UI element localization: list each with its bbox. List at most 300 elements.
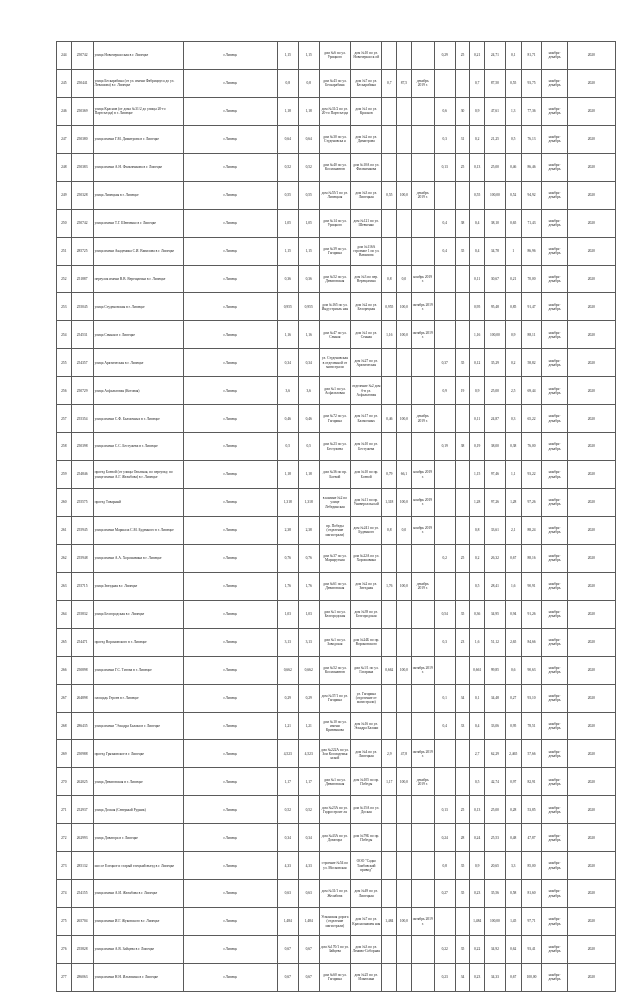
length-actual-cell: 1,17 [298,768,319,796]
condition-percent-cell: 93,10 [521,684,542,712]
work-period-cell: ноябрь-декабрь [542,405,567,433]
repair-date-cell: декабрь 2019 г. [411,181,434,209]
table-row [57,824,616,852]
repair-date-cell [411,852,434,880]
repair-date-cell: декабрь 2019 г. [411,405,434,433]
work-period-cell: ноябрь-декабрь [542,740,567,768]
row-number-cell: 272 [57,824,72,852]
repair-date-cell [411,125,434,153]
road-code-cell: 250383 [71,153,93,181]
done-percent-cell: 25,53 [484,824,505,852]
street-name-cell: улица Девятовская в г. Липецке [93,768,183,796]
done-length-cell: 0,11 [470,265,485,293]
road-register-table [56,41,616,992]
repaired-percent-cell [397,963,412,991]
work-year-cell: 2020 [567,908,615,936]
repaired-length-cell [382,712,397,740]
repaired-length-cell: 0,46 [382,405,397,433]
row-number-cell: 269 [57,740,72,768]
table-row [57,600,616,628]
length-actual-cell: 3,13 [298,628,319,656]
section-start-cell: дом №43А по ул. Доватора [319,824,350,852]
length-actual-cell: 0,64 [298,125,319,153]
street-name-cell: улица Звездная в г. Липецке [93,572,183,600]
condition-percent-cell: 84,66 [521,628,542,656]
planned-percent-cell: 38 [455,433,470,461]
table-row [57,516,616,544]
planned-percent-cell [455,572,470,600]
condition-length-cell: 3,3 [505,852,521,880]
road-code-cell: 255945 [71,516,93,544]
street-name-cell: улица Доская (Северный Рудник) [93,796,183,824]
section-start-cell: дом №55/1 по ул. Липецкая [319,181,350,209]
row-number-cell: 246 [57,97,72,125]
repaired-percent-cell [397,237,412,265]
repaired-length-cell [382,42,397,70]
road-code-cell: 254471 [71,628,93,656]
condition-length-cell: 0,55 [505,69,521,97]
length-total-cell: 0,63 [277,880,298,908]
work-year-cell: 2020 [567,153,615,181]
street-name-cell: проезд Вороновского в г. Липецке [93,628,183,656]
road-code-cell: 255832 [71,600,93,628]
repaired-length-cell [382,125,397,153]
done-percent-cell: 42,74 [484,768,505,796]
done-percent-cell: 95,48 [484,293,505,321]
planned-length-cell: 0,29 [434,42,455,70]
work-period-cell: ноябрь-декабрь [542,293,567,321]
planned-length-cell [434,768,455,796]
length-actual-cell: 0,36 [298,265,319,293]
planned-length-cell [434,572,455,600]
table-row [57,433,616,461]
repaired-percent-cell [397,880,412,908]
street-name-cell: улица имени Г.С. Титова в г. Липецке [93,656,183,684]
planned-length-cell [434,265,455,293]
road-code-cell: 265704 [71,908,93,936]
row-number-cell: 264 [57,600,72,628]
city-cell: г.Липецк [183,768,277,796]
length-total-cell: 0,34 [277,824,298,852]
section-end-cell: ООО "Садко Тамбовский привод" [351,852,382,880]
planned-length-cell [434,461,455,489]
repair-date-cell [411,628,434,656]
condition-percent-cell: 100,00 [521,963,542,991]
city-cell: г.Липецк [183,880,277,908]
repaired-percent-cell [397,600,412,628]
planned-length-cell [434,516,455,544]
done-percent-cell: 51,12 [484,628,505,656]
table-row [57,125,616,153]
row-number-cell: 248 [57,153,72,181]
section-start-cell: дом №60 по ул. Гагарина [319,963,350,991]
section-start-cell: Усманская дорога (отделение магистрали) [319,908,350,936]
road-code-cell: 286063 [71,963,93,991]
condition-length-cell: 0,67 [505,544,521,572]
condition-length-cell: 0,9 [505,321,521,349]
table-row [57,572,616,600]
work-period-cell: ноябрь-декабрь [542,433,567,461]
repaired-length-cell: 0,7 [382,69,397,97]
table-row [57,461,616,489]
condition-length-cell: 0,65 [505,209,521,237]
section-end-cell: дом №10 по пр. Боевой [351,461,382,489]
length-actual-cell: 0,8 [298,69,319,97]
condition-length-cell: 1,1 [505,461,521,489]
work-year-cell: 2020 [567,768,615,796]
table-row [57,153,616,181]
city-cell: г.Липецк [183,740,277,768]
condition-length-cell: 1,45 [505,908,521,936]
work-year-cell: 2020 [567,405,615,433]
condition-length-cell: 0,1 [505,42,521,70]
condition-length-cell: 1,28 [505,489,521,517]
table-body [57,42,616,992]
done-percent-cell: 38,10 [484,209,505,237]
repaired-percent-cell [397,712,412,740]
section-end-cell: дом №22А по ул. Хорошавина [351,544,382,572]
work-period-cell: ноябрь-декабрь [542,684,567,712]
section-start-cell: дом №10 по ул. имени Кривенкова [319,712,350,740]
length-total-cell: 0,52 [277,153,298,181]
road-code-cell: 251887 [71,265,93,293]
condition-percent-cell: 97,71 [521,908,542,936]
work-year-cell: 2020 [567,656,615,684]
work-year-cell: 2020 [567,377,615,405]
condition-percent-cell: 58,82 [521,349,542,377]
table-row [57,628,616,656]
done-length-cell: 0,4 [470,209,485,237]
condition-length-cell: 0,38 [505,433,521,461]
done-percent-cell: 97,46 [484,461,505,489]
work-period-cell: ноябрь-декабрь [542,461,567,489]
city-cell: г.Липецк [183,153,277,181]
done-length-cell: 0,13 [470,796,485,824]
planned-length-cell: 0,13 [434,153,455,181]
work-period-cell: ноябрь-декабрь [542,936,567,964]
done-length-cell: 0,24 [470,824,485,852]
work-year-cell: 2020 [567,489,615,517]
row-number-cell: 270 [57,768,72,796]
planned-percent-cell: 35 [455,600,470,628]
planned-length-cell: 0,2 [434,544,455,572]
length-actual-cell: 0,76 [298,544,319,572]
planned-percent-cell [455,293,470,321]
section-end-cell: дом №2 по ул. Белорецкая [351,293,382,321]
planned-length-cell [434,321,455,349]
length-total-cell: 0,5 [277,433,298,461]
repaired-length-cell [382,153,397,181]
work-period-cell: ноябрь-декабрь [542,265,567,293]
condition-percent-cell: 57,66 [521,740,542,768]
section-end-cell: дом №39 по ул. Белгородская [351,600,382,628]
work-year-cell: 2020 [567,321,615,349]
planned-percent-cell [455,740,470,768]
work-year-cell: 2020 [567,712,615,740]
street-name-cell: улица имени А.Н. Фильченкова в г. Липецке [93,153,183,181]
work-year-cell: 2020 [567,852,615,880]
planned-length-cell: 0,23 [434,963,455,991]
repair-date-cell: октябрь 2019 г. [411,908,434,936]
row-number-cell: 266 [57,656,72,684]
planned-percent-cell [455,489,470,517]
section-start-cell: в камине №2 по улице Лебединская [319,489,350,517]
condition-percent-cell: 90,91 [521,572,542,600]
table-row [57,265,616,293]
planned-percent-cell [455,768,470,796]
section-end-cell: дом №1 по ул. Краснов [351,97,382,125]
section-end-cell: дом №7 по ул. Бескарабина [351,69,382,97]
city-cell: г.Липецк [183,293,277,321]
condition-percent-cell: 78,51 [521,712,542,740]
section-end-cell: дом №49 по ул. Липецкая [351,880,382,908]
done-length-cell: 0,661 [470,656,485,684]
city-cell: г.Липецк [183,42,277,70]
length-total-cell: 0,52 [277,796,298,824]
condition-length-cell: 1,3 [505,97,521,125]
work-period-cell: ноябрь-декабрь [542,153,567,181]
work-period-cell: ноябрь-декабрь [542,600,567,628]
condition-percent-cell: 53,85 [521,796,542,824]
condition-length-cell: 0,21 [505,265,521,293]
street-name-cell: улица имени И.Г. Жуковского в г. Липецке [93,908,183,936]
condition-length-cell: 0,48 [505,824,521,852]
repair-date-cell [411,600,434,628]
repaired-length-cell: 2,9 [382,740,397,768]
row-number-cell: 247 [57,125,72,153]
road-code-cell: 254357 [71,349,93,377]
section-start-cell: дом №36 по пр. Боевой [319,461,350,489]
work-year-cell: 2020 [567,97,615,125]
row-number-cell: 250 [57,209,72,237]
length-actual-cell: 0,63 [298,880,319,908]
road-code-cell: 255948 [71,544,93,572]
street-name-cell: улица Сенная в г. Липецке [93,321,183,349]
planned-length-cell [434,69,455,97]
table-row [57,97,616,125]
street-name-cell: площадь Героев в г. Липецке [93,684,183,712]
table-row [57,69,616,97]
work-period-cell: ноябрь-декабрь [542,125,567,153]
repair-date-cell [411,237,434,265]
repair-date-cell: ноябрь 2019 г. [411,489,434,517]
road-code-cell: 254155 [71,880,93,908]
repair-date-cell [411,684,434,712]
section-start-cell: дом №72 по ул. Гагарина [319,405,350,433]
planned-length-cell [434,405,455,433]
repaired-length-cell [382,628,397,656]
condition-percent-cell: 93,22 [521,461,542,489]
section-end-cell: дом №2 по ул. Звездная [351,572,382,600]
done-percent-cell: 34,95 [484,600,505,628]
section-start-cell: дом №1 по ул. Заводская [319,628,350,656]
length-actual-cell: 0,46 [298,405,319,433]
done-length-cell: 0,19 [470,433,485,461]
section-end-cell: дом №1/1 по ул. Гагарина [351,656,382,684]
done-length-cell: 0,8 [470,516,485,544]
work-period-cell: ноябрь-декабрь [542,97,567,125]
row-number-cell: 251 [57,237,72,265]
work-year-cell: 2020 [567,265,615,293]
length-actual-cell: 0,34 [298,824,319,852]
length-total-cell: 0,55 [277,181,298,209]
row-number-cell: 258 [57,433,72,461]
condition-length-cell: 0,3 [505,405,521,433]
planned-percent-cell: 23 [455,628,470,656]
repair-date-cell [411,712,434,740]
row-number-cell: 265 [57,628,72,656]
street-name-cell: улица имени Академика С.И. Вавилова в г. Липецке [93,237,183,265]
condition-length-cell: 2,465 [505,740,521,768]
street-name-cell: улица Белгородская в г. Липецке [93,600,183,628]
done-percent-cell: 28,41 [484,572,505,600]
repaired-length-cell: 0,955 [382,293,397,321]
planned-percent-cell [455,516,470,544]
length-total-cell: 4,33 [277,852,298,880]
city-cell: г.Липецк [183,572,277,600]
street-name-cell: улица имени С.Ф. Балмочных в г. Липецке [93,405,183,433]
city-cell: г.Липецк [183,489,277,517]
repaired-percent-cell [397,377,412,405]
done-length-cell: 0,13 [470,153,485,181]
done-percent-cell: 47,61 [484,97,505,125]
row-number-cell: 245 [57,69,72,97]
planned-percent-cell: 31 [455,125,470,153]
done-percent-cell: 21,25 [484,125,505,153]
done-percent-cell: 24,71 [484,42,505,70]
city-cell: г.Липецк [183,265,277,293]
city-cell: г.Липецк [183,377,277,405]
condition-percent-cell: 76,13 [521,125,542,153]
city-cell: г.Липецк [183,69,277,97]
section-end-cell: дом №10А по ул. Фильченкова [351,153,382,181]
row-number-cell: 271 [57,796,72,824]
length-actual-cell: 4,523 [298,740,319,768]
street-name-cell: улица Новочеркасская в г. Липецке [93,42,183,70]
repaired-length-cell [382,97,397,125]
repair-date-cell: октябрь 2019 г. [411,656,434,684]
city-cell: г.Липецк [183,824,277,852]
planned-length-cell [434,489,455,517]
repaired-length-cell: 0,662 [382,656,397,684]
length-total-cell: 0,64 [277,125,298,153]
length-actual-cell: 1,18 [298,461,319,489]
street-name-cell: проезд Боевой (от улицы Опытная, по переулку, по улице имени А.Г. Желябова) в г. Липецке [93,461,183,489]
length-total-cell: 0,34 [277,349,298,377]
work-period-cell: ноябрь-декабрь [542,209,567,237]
planned-length-cell [434,656,455,684]
condition-length-cell: 0,46 [505,153,521,181]
section-end-cell: дом №7 по ул. Краснознамен ная [351,908,382,936]
repaired-length-cell [382,544,397,572]
section-end-cell: дом №16 по ул. Эскадра Балаки [351,712,382,740]
row-number-cell: 276 [57,936,72,964]
length-actual-cell: 1,318 [298,489,319,517]
road-code-cell: 250380 [71,125,93,153]
repaired-length-cell [382,796,397,824]
row-number-cell: 253 [57,293,72,321]
table-row [57,656,616,684]
work-year-cell: 2020 [567,572,615,600]
section-end-cell: дом №10 по ул. Новочеркасск ой [351,42,382,70]
table-row [57,349,616,377]
length-total-cell: 1,15 [277,42,298,70]
repaired-percent-cell [397,852,412,880]
condition-percent-cell: 88,16 [521,544,542,572]
length-total-cell: 0,36 [277,265,298,293]
road-code-cell: 250328 [71,181,93,209]
condition-length-cell: 2,1 [505,516,521,544]
planned-percent-cell: 19 [455,377,470,405]
section-start-cell: дом №14 по ул. Урицкого [319,209,350,237]
section-start-cell: дом №61 по ул. Девятовская [319,572,350,600]
repair-date-cell [411,209,434,237]
work-year-cell: 2020 [567,516,615,544]
repair-date-cell: ноябрь 2019 г. [411,265,434,293]
repaired-percent-cell [397,936,412,964]
done-percent-cell: 100,00 [484,321,505,349]
city-cell: г.Липецк [183,684,277,712]
done-length-cell: 0,55 [470,181,485,209]
repaired-length-cell: 0,8 [382,265,397,293]
done-percent-cell: 35,29 [484,349,505,377]
street-name-cell: улица имени Н.Н. Ильюхина в г. Липецке [93,963,183,991]
row-number-cell: 268 [57,712,72,740]
section-end-cell: дом №10 по ул. Бестужева [351,433,382,461]
done-length-cell: 1,15 [470,461,485,489]
length-actual-cell: 1,03 [298,600,319,628]
table-row [57,209,616,237]
planned-percent-cell [455,908,470,936]
done-percent-cell: 33,06 [484,712,505,740]
section-start-cell: дом №39 по ул. Гагарина [319,237,350,265]
road-code-cell: 264898 [71,684,93,712]
planned-percent-cell: 34 [455,963,470,991]
length-actual-cell: 0,34 [298,349,319,377]
condition-percent-cell: 71,43 [521,209,542,237]
city-cell: г.Липецк [183,237,277,265]
planned-percent-cell: 35 [455,237,470,265]
section-end-cell: дом №116А строение 1 по ул. Вавилова [351,237,382,265]
repaired-length-cell: 1,76 [382,572,397,600]
planned-percent-cell: 33 [455,712,470,740]
section-end-cell: дом №3 по пер. Верещагина [351,265,382,293]
planned-length-cell: 0,9 [434,377,455,405]
work-year-cell: 2020 [567,42,615,70]
repair-date-cell [411,824,434,852]
work-period-cell: ноябрь-декабрь [542,963,567,991]
length-total-cell: 1,76 [277,572,298,600]
planned-percent-cell: 28 [455,824,470,852]
planned-percent-cell: 38 [455,209,470,237]
length-total-cell: 1,16 [277,321,298,349]
work-period-cell: ноябрь-декабрь [542,181,567,209]
repaired-length-cell [382,349,397,377]
done-percent-cell: 35,56 [484,880,505,908]
street-name-cell: проезд Грязновское в г. Липецке [93,740,183,768]
row-number-cell: 254 [57,321,72,349]
section-start-cell: дом №222А по ул. Зои Космодемья нской [319,740,350,768]
planned-percent-cell [455,181,470,209]
section-end-cell: дом №15А по ул. Доская [351,796,382,824]
done-percent-cell: 34,48 [484,684,505,712]
condition-percent-cell: 85,00 [521,852,542,880]
table-row [57,796,616,824]
repaired-length-cell [382,852,397,880]
work-period-cell: ноябрь-декабрь [542,908,567,936]
city-cell: г.Липецк [183,125,277,153]
repaired-percent-cell [397,544,412,572]
